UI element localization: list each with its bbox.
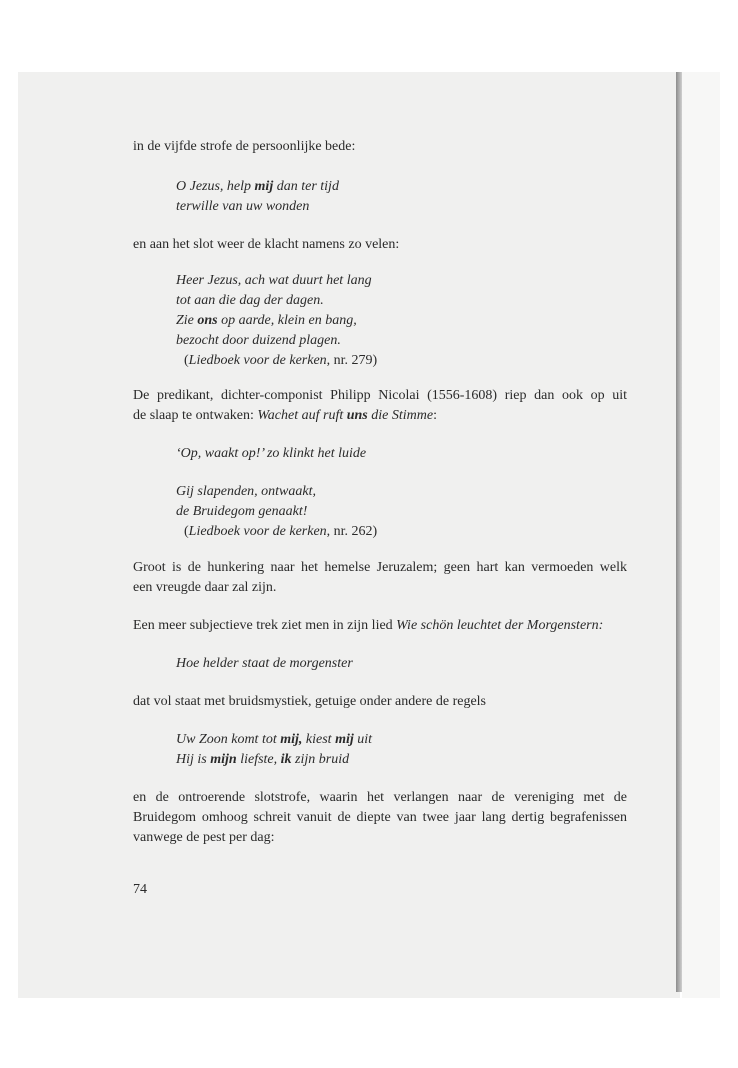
paragraph-intro-bede: in de vijfde strofe de persoonlijke bede: <box>133 139 356 154</box>
source-citation: (Liedboek voor de kerken, nr. 279) <box>184 353 378 368</box>
paragraph-subjectieve-trek: Een meer subjectieve trek ziet men in zijn lied Wie schön leuchtet der Morgenstern: <box>133 618 604 633</box>
quote-line: Uw Zoon komt tot mij, kiest mij uit <box>176 732 373 747</box>
quote-line: Hij is mijn liefste, ik zijn bruid <box>176 752 350 767</box>
background-page-stack <box>682 72 720 998</box>
quote-line: Gij slapenden, ontwaakt, <box>176 484 316 499</box>
quote-line: tot aan die dag der dagen. <box>176 293 324 308</box>
quote-uw-zoon <box>176 730 372 770</box>
quote-line: terwille van uw wonden <box>176 199 310 214</box>
quote-line: bezocht door duizend plagen. <box>176 333 341 348</box>
page-number: 74 <box>133 882 147 897</box>
quote-o-jezus <box>176 177 339 217</box>
paragraph-slotstrofe: en de ontroerende slotstrofe, waarin het verlangen naar de vereniging met de Bruidegom omhoog schreit vanuit de diepte van twee jaar lang dertig begrafenissen vanwege de pest per dag: <box>133 790 627 845</box>
source-citation: (Liedboek voor de kerken, nr. 262) <box>184 524 378 539</box>
quote-line: O Jezus, help mij dan ter tijd <box>176 179 339 194</box>
paragraph-slot-klacht: en aan het slot weer de klacht namens zo velen: <box>133 237 400 252</box>
quote-heer-jezus <box>176 271 377 371</box>
quote-line: Heer Jezus, ach wat duurt het lang <box>176 273 372 288</box>
quote-line: de Bruidegom genaakt! <box>176 504 308 519</box>
quote-morgenster <box>176 654 353 674</box>
quote-op-waakt-op <box>176 444 366 464</box>
paragraph-bruidsmystiek: dat vol staat met bruidsmystiek, getuige onder andere de regels <box>133 694 487 709</box>
quote-line: Zie ons op aarde, klein en bang, <box>176 313 357 328</box>
quote-gij-slapenden <box>176 482 377 542</box>
paragraph-nicolai: De predikant, dichter-componist Philipp Nicolai (1556-1608) riep dan ook op uit de slaap te ontwaken: Wachet auf ruft uns die Stimme: <box>133 388 627 423</box>
quote-line: ‘Op, waakt op!’ zo klinkt het luide <box>176 446 367 461</box>
paragraph-hunkering: Groot is de hunkering naar het hemelse Jeruzalem; geen hart kan vermoeden welk een vreugde daar zal zijn. <box>133 560 627 595</box>
page-edge-shadow <box>676 72 682 992</box>
quote-line: Hoe helder staat de morgenster <box>176 656 353 671</box>
